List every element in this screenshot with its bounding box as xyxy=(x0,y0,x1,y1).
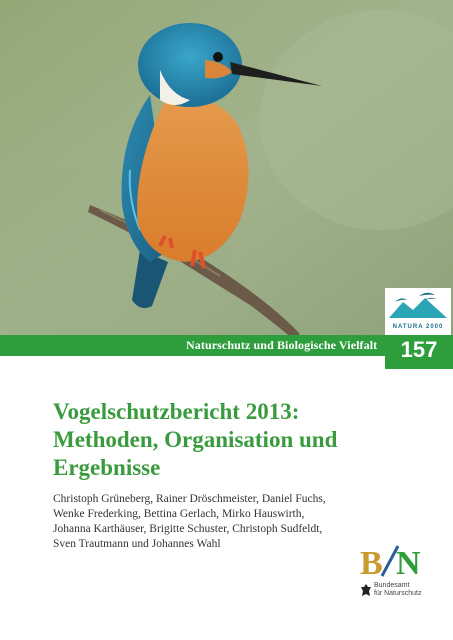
natura2000-icon xyxy=(385,288,451,324)
series-number-box xyxy=(385,335,453,369)
title-line-1: Vogelschutzbericht 2013: xyxy=(53,399,300,424)
series-name: Naturschutz und Biologische Vielfalt xyxy=(186,338,378,352)
authors-line-4: Sven Trautmann und Johannes Wahl xyxy=(53,538,221,550)
svg-text:N: N xyxy=(396,545,421,580)
authors-line-1: Christoph Grüneberg, Rainer Dröschmeister, Daniel Fuchs, xyxy=(53,493,326,505)
natura2000-label: NATURA 2000 xyxy=(392,324,444,330)
authors-line-2: Wenke Frederking, Bettina Gerlach, Mirko Hauswirth, xyxy=(53,508,305,520)
natura2000-logo xyxy=(385,288,451,336)
federal-eagle-icon xyxy=(360,583,372,597)
publisher-line-2: für Naturschutz xyxy=(374,590,422,597)
svg-text:B: B xyxy=(360,545,383,580)
title-line-3: Ergebnisse xyxy=(53,455,161,480)
series-number: 157 xyxy=(400,337,438,362)
title-line-2: Methoden, Organisation und xyxy=(53,427,338,452)
publisher-line-1: Bundesamt xyxy=(374,582,410,589)
bfn-logo-icon xyxy=(358,540,430,580)
authors xyxy=(53,492,373,552)
book-title xyxy=(53,398,413,482)
publisher-name xyxy=(374,582,421,598)
authors-line-3: Johanna Karthäuser, Brigitte Schuster, Christoph Sudfeldt, xyxy=(53,523,323,535)
